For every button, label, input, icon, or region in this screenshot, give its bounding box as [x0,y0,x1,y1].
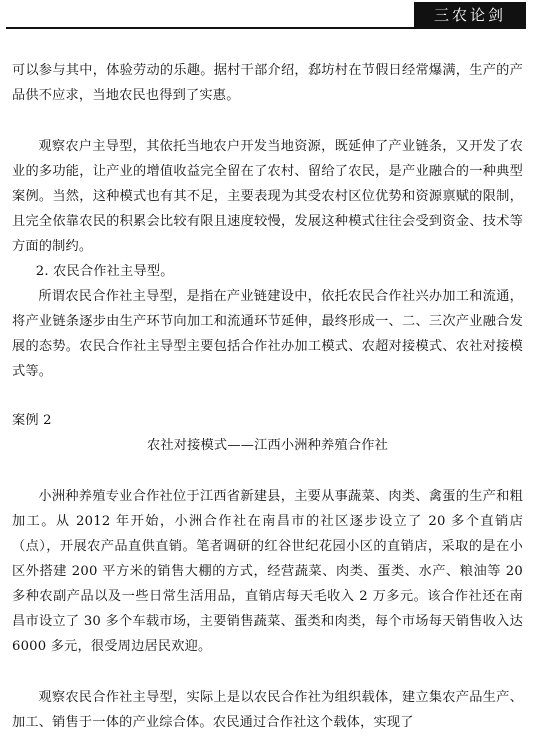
paragraph-4: 小洲种养殖专业合作社位于江西省新建县，主要从事蔬菜、肉类、禽蛋的生产和粗加工。从 2012 年开始，小洲合作社在南昌市的社区逐步设立了 20 多个直销店（点），开展农产品直供直销。笔者调研的红谷世纪花园小区的直销店，采取的是在小区外搭建 200 平方米的销售大棚的方式，经营蔬菜、肉类、蛋类、水产、粮油等 20 多种农副产品以及一些日常生活用品，直销店每天毛收入 2 万多元。该合作社还在南昌市设立了 30 多个车载市场，主要销售蔬菜、蛋类和肉类，每个市场每天销售收入达 6000 多元，很受周边居民欢迎。 [12,489,523,654]
page-body [12,58,523,735]
paragraph-5: 观察农民合作社主导型，实际上是以农民合作社为组织载体，建立集农产品生产、加工、销售于一体的产业综合体。农民通过合作社这个载体，实现了 [12,690,523,730]
spacer [12,108,523,134]
spacer [12,384,523,408]
paragraph-3: 所谓农民合作社主导型，是指在产业链建设中，依托农民合作社兴办加工和流通，将产业链条逐步由生产环节向加工和流通环节延伸，最终形成一、二、三次产业融合发展的态势。农民合作社主导型主要包括合作社办加工模式、农超对接模式、农社对接模式等。 [12,289,523,379]
spacer [12,458,523,484]
paragraph-1: 可以参与其中，体验劳动的乐趣。据村干部介绍，郄坊村在节假日经常爆满，生产的产品供不应求，当地农民也得到了实惠。 [12,63,523,103]
paragraph-2: 观察农户主导型，其依托当地农户开发当地资源，既延伸了产业链条，又开发了农业的多功能，让产业的增值收益完全留在了农村、留给了农民，是产业融合的一种典型案例。当然，这种模式也有其不足，主要表现为其受农村区位优势和资源禀赋的限制，且完全依靠农民的积累会比较有限且速度较慢，发展这种模式往往会受到资金、技术等方面的制约。 [12,139,523,254]
spacer [12,659,523,685]
case-title: 农社对接模式——江西小洲种养殖合作社 [147,438,388,453]
section-tag: 三农论剑 [414,2,526,28]
case-label: 案例 2 [12,413,52,428]
list-item-2: 2. 农民合作社主导型。 [35,264,174,279]
